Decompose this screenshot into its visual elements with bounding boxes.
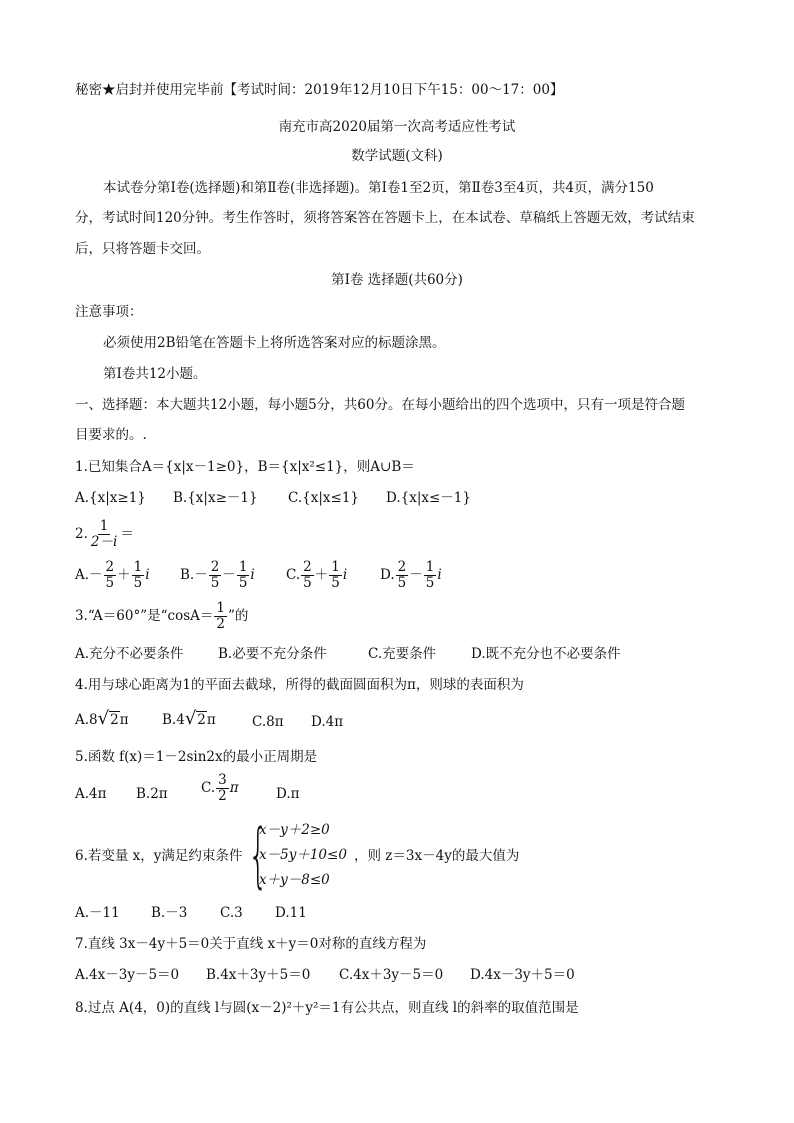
fraction-numerator: 2: [397, 559, 407, 575]
intro-line-1: 本试卷分第Ⅰ卷(选择题)和第Ⅱ卷(非选择题)。第Ⅰ卷1至2页，第Ⅱ卷3至4页，共4页，满分150: [103, 180, 654, 196]
question-3-option-a: A.充分不必要条件: [75, 646, 184, 662]
question-6-option-a: A.－11: [75, 905, 120, 921]
fraction-denominator: 5: [303, 575, 312, 591]
notice-label: 注意事项：: [75, 304, 143, 320]
question-7-option-c: C.4x＋3y－5＝0: [339, 967, 444, 983]
question-4-option-b: [162, 710, 216, 730]
question-6-stem-end: ，则 z＝3x－4y的最大值为: [354, 848, 520, 864]
fraction-denominator: 5: [105, 575, 115, 591]
header-note: 秘密★启封并使用完毕前【考试时间：2019年12月10日下午15：00～17：00】: [75, 82, 564, 98]
operator: －: [222, 567, 236, 583]
fraction-numerator: 2: [210, 559, 220, 575]
question-3-option-c: C.充要条件: [368, 646, 437, 662]
notice-item-2: 第Ⅰ卷共12小题。: [103, 366, 207, 382]
imaginary-unit: i: [145, 567, 150, 583]
question-5-option-a: A.4π: [75, 786, 107, 802]
question-3-option-b: B.必要不充分条件: [218, 646, 327, 662]
fraction-numerator: 2: [105, 559, 115, 575]
option-label: C.: [201, 780, 216, 796]
pi-symbol: π: [229, 780, 239, 796]
fraction-denominator: 5: [210, 575, 220, 591]
question-2-fraction-numerator: 1: [99, 518, 109, 534]
section-title: 第Ⅰ卷 选择题(共60分): [331, 272, 463, 288]
sqrt-symbol: √ 2: [97, 708, 119, 729]
radicand: 2: [197, 712, 206, 728]
question-6-option-d: D.11: [275, 905, 307, 921]
question-4-option-c: C.8π: [252, 714, 284, 730]
fraction-numerator: 2: [303, 559, 312, 575]
imaginary-unit: i: [342, 567, 348, 583]
option-label: B.4: [162, 712, 185, 728]
question-2-option-c: [286, 558, 347, 592]
question-7-option-d: D.4x－3y＋5＝0: [470, 967, 575, 983]
question-4-stem: 4.用与球心距离为1的平面去截球，所得的截面圆面积为π，则球的表面积为: [75, 677, 524, 693]
question-4-option-a: [75, 710, 129, 730]
question-4-option-d: D.4π: [311, 714, 344, 730]
question-6-option-b: B.－3: [151, 905, 188, 921]
fraction-denominator: 5: [425, 575, 435, 591]
operator: ＋: [117, 567, 131, 583]
option-label: C.: [286, 567, 301, 583]
option-label: A.－: [75, 567, 103, 583]
question-7-option-a: A.4x－3y－5＝0: [75, 967, 180, 983]
operator: －: [409, 567, 423, 583]
question-3-stem: [75, 599, 248, 633]
pi-symbol: π: [119, 712, 129, 728]
question-5-option-d: D.π: [276, 786, 300, 802]
question-2-option-b: [180, 558, 255, 592]
question-3-text-end: ”的: [227, 608, 249, 624]
question-2-fraction: [89, 519, 119, 550]
question-1-option-b: B.{x|x≥－1}: [173, 490, 258, 506]
part-heading-line-1: 一、选择题：本大题共12小题，每小题5分，共60分。在每小题给出的四个选项中，只有一项是符合题: [75, 397, 685, 413]
fraction-numerator: 1: [216, 600, 225, 616]
question-2-option-d: [380, 558, 442, 592]
question-6-stem-start: 6.若变量 x，y满足约束条件: [75, 848, 243, 864]
question-3-text: 3.“A＝60°”是“cosA＝: [75, 608, 214, 624]
radicand: 2: [110, 712, 119, 728]
question-2-fraction-denominator: 2－i: [90, 534, 118, 550]
exam-title: 南充市高2020届第一次高考适应性考试: [278, 119, 516, 135]
fraction-numerator: 1: [425, 559, 435, 575]
pi-symbol: π: [206, 712, 216, 728]
question-8-stem: 8.过点 A(4，0)的直线 l与圆(x－2)²＋y²＝1有公共点，则直线 l的斜率的取值范围是: [75, 1000, 579, 1016]
question-3-option-d: D.既不充分也不必要条件: [471, 646, 621, 662]
intro-line-2: 分，考试时间120分钟。考生作答时，须将答案答在答题卡上，在本试卷、草稿纸上答题无效，考试结束: [75, 210, 695, 226]
question-2-equals: ＝: [120, 526, 134, 542]
constraint-row-1: x－y＋2≥0: [259, 822, 330, 838]
question-7-stem: 7.直线 3x－4y＋5＝0关于直线 x＋y＝0对称的直线方程为: [75, 936, 427, 952]
fraction-denominator: 5: [238, 575, 248, 591]
imaginary-unit: i: [437, 567, 442, 583]
part-heading-line-2: 目要求的。.: [75, 427, 147, 443]
question-2-number: 2.: [75, 526, 88, 542]
option-label: B.－: [180, 567, 208, 583]
fraction-numerator: 1: [133, 559, 143, 575]
question-2-option-a: [75, 558, 150, 592]
imaginary-unit: i: [250, 567, 255, 583]
question-5-option-b: B.2π: [136, 786, 168, 802]
option-label: D.: [380, 567, 395, 583]
fraction-numerator: 1: [238, 559, 248, 575]
option-label: A.8: [75, 712, 98, 728]
fraction-denominator: 5: [133, 575, 143, 591]
fraction-numerator: 1: [331, 559, 340, 575]
fraction-numerator: 3: [218, 772, 227, 788]
question-5-option-c: [201, 771, 239, 805]
constraint-row-2: x－5y＋10≤0: [259, 847, 347, 863]
operator: ＋: [314, 567, 329, 583]
exam-subtitle: 数学试题(文科): [351, 148, 443, 164]
fraction-denominator: 2: [216, 616, 225, 632]
question-7-option-b: B.4x＋3y＋5＝0: [206, 967, 311, 983]
question-2-stem: [75, 517, 134, 551]
fraction-denominator: 5: [331, 575, 340, 591]
question-6-option-c: C.3: [220, 905, 243, 921]
fraction-denominator: 2: [218, 788, 227, 804]
question-1-option-a: A.{x|x≥1}: [75, 490, 146, 506]
intro-line-3: 后，只将答题卡交回。: [75, 241, 210, 257]
sqrt-symbol: √ 2: [184, 708, 206, 729]
brace-symbol: {: [248, 814, 269, 896]
question-1-option-d: D.{x|x≤－1}: [386, 490, 471, 506]
fraction-denominator: 5: [397, 575, 407, 591]
question-1-option-c: C.{x|x≤1}: [288, 490, 359, 506]
constraint-row-3: x＋y－8≤0: [259, 872, 330, 888]
question-5-stem: 5.函数 f(x)＝1－2sin2x的最小正周期是: [75, 749, 318, 765]
question-1-stem: 1.已知集合A＝{x|x－1≥0}，B＝{x|x²≤1}，则A∪B＝: [75, 459, 415, 475]
notice-item-1: 必须使用2B铅笔在答题卡上将所选答案对应的标题涂黑。: [103, 335, 446, 351]
